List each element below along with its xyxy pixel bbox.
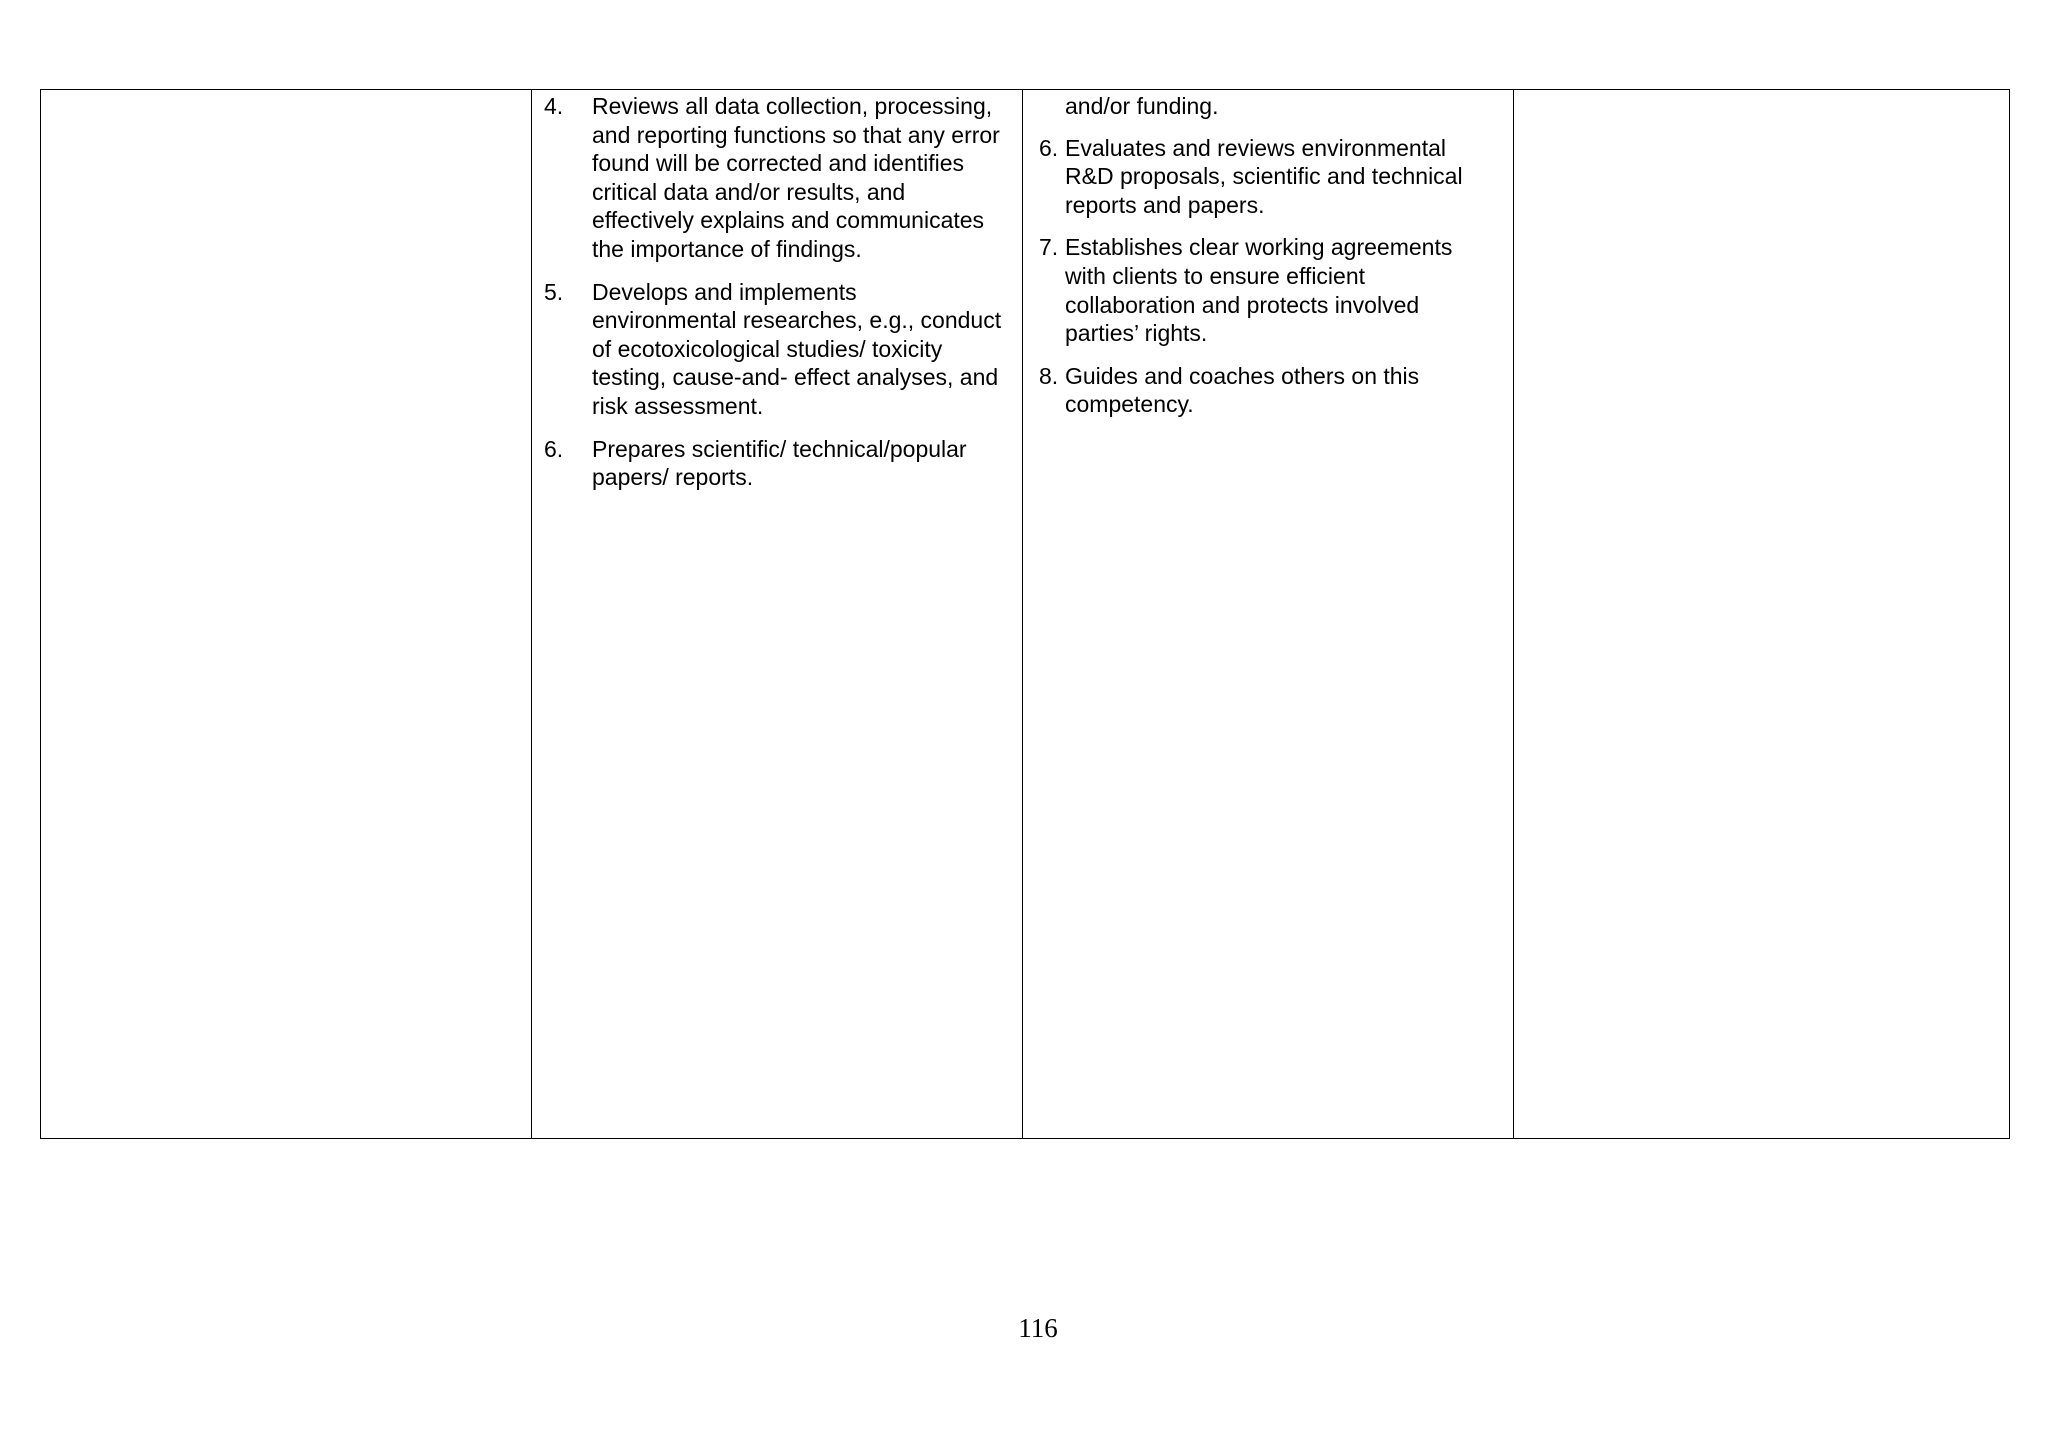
competency-table [40, 89, 2010, 1139]
item-text: Establishes clear working agreements with clients to ensure efficient collaboration and protects involved parties’ rights. [1065, 234, 1453, 347]
table-cell-column-4 [1513, 90, 2009, 1138]
item-number: 6. [544, 435, 564, 462]
item-text: Guides and coaches others on this competency. [1065, 362, 1420, 418]
list-item-continuation [1039, 92, 1495, 121]
item-text: Reviews all data collection, processing, and reporting functions so that any error found will be corrected and identifies critical data and/or results, and effectively explains and communicates the importance of findings. [592, 93, 1000, 262]
table-cell-column-3 [1022, 90, 1513, 1138]
list-item [1039, 233, 1495, 347]
item-number: 6. [1039, 134, 1059, 161]
page-number: 116 [1018, 1313, 1058, 1343]
item-text: Prepares scientific/ technical/popular papers/ reports. [592, 435, 967, 491]
table-cell-column-2 [531, 90, 1022, 1138]
indicator-list [1023, 90, 1513, 419]
list-item [544, 435, 1002, 492]
item-number: 4. [544, 93, 564, 119]
item-number: 8. [1039, 362, 1059, 389]
item-text: and/or funding. [1065, 93, 1219, 119]
item-text: Evaluates and reviews environmental R&D proposals, scientific and technical reports and papers. [1065, 134, 1463, 218]
list-item [544, 278, 1002, 421]
list-item [1039, 134, 1495, 220]
table-cell-column-1 [41, 90, 531, 1138]
item-text: Develops and implements environmental researches, e.g., conduct of ecotoxicological studies/ toxicity testing, cause-and- effect analyses, and risk assessment. [592, 278, 1002, 419]
list-item [1039, 362, 1495, 419]
list-item [544, 92, 1002, 264]
item-number: 5. [544, 278, 564, 305]
indicator-list [532, 90, 1022, 492]
item-number: 7. [1039, 234, 1059, 261]
